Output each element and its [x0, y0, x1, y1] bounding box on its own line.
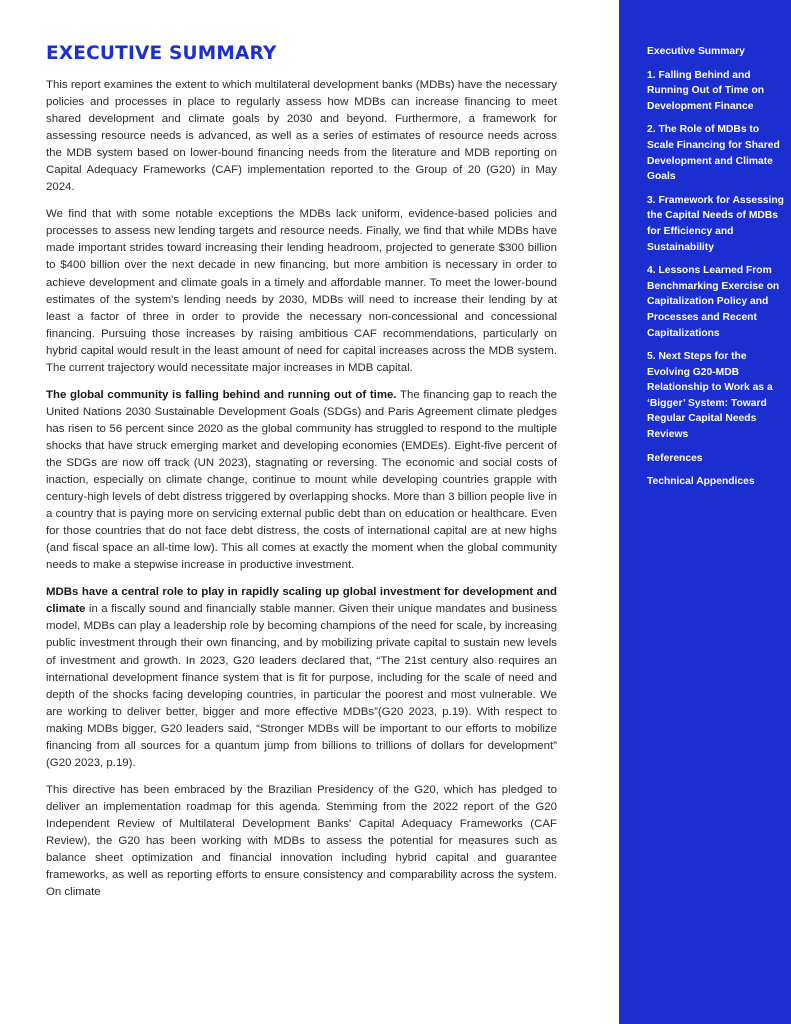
page-title: EXECUTIVE SUMMARY [46, 43, 277, 64]
paragraph-directive [46, 782, 557, 901]
toc-item-references[interactable]: References [647, 452, 703, 464]
paragraph-mdb-role [46, 584, 557, 772]
toc-item-technical-appendices[interactable]: Technical Appendices [647, 476, 755, 488]
toc-item-chapter-4[interactable]: 4. Lessons Learned From Benchmarking Exercise on Capitalization Policy and Processes and Recent Capitalizations [647, 265, 780, 339]
paragraph-text: in a fiscally sound and financially stable manner. Given their unique mandates and business model, MDBs can play a leadership role by becoming champions of the need for scale, by increasing public investment through their own financing, and by mobilizing private capital to sustain new levels of investment and growth. In 2023, G20 leaders declared that, “The 21st century also requires an international development finance system that is fit for purpose, including for the scale of need and depth of the shocks facing developing countries, in particular the poorest and most vulnerable. We are working to deliver better, bigger and more effective MDBs”(G20 2023, p.19). With respect to making MDBs bigger, G20 leaders said, “Stronger MDBs will be important to our efforts to mobilize financing from all sources for a quantum jump from billions to trillions of dollars for development” (G20 2023, p.19). [46, 603, 557, 769]
toc-list [647, 44, 785, 498]
paragraph-text: The financing gap to reach the United Nations 2030 Sustainable Development Goals (SDGs) and Paris Agreement climate pledges has risen to 56 percent since 2020 as the global community has struggled to respond to the multiple shocks that have struck emerging market and developing economies (EMDEs). Eight-five percent of the SDGs are now off track (UN 2023), stagnating or reversing. The economic and social costs of inaction, especially on climate change, continue to mount while developing countries grapple with century-high levels of debt distress triggered by overlapping shocks. More than 3 billion people live in a country that is paying more on servicing external public debt than on education or healthcare. Even for those countries that do not face debt distress, the costs of international capital are at new highs (and fiscal space an all-time low). This all comes at exactly the moment when the global community needs to make a stepwise increase in productive investment. [46, 388, 558, 572]
toc-item-chapter-3[interactable]: 3. Framework for Assessing the Capital Needs of MDBs for Efficiency and Sustainability [647, 194, 784, 253]
toc-item-chapter-1[interactable]: 1. Falling Behind and Running Out of Time on Development Finance [647, 69, 765, 112]
paragraph-intro [46, 77, 557, 196]
main-content [46, 43, 557, 911]
paragraph-falling-behind [46, 387, 557, 575]
sidebar-toc [619, 0, 791, 1024]
paragraph-text: This directive has been embraced by the Brazilian Presidency of the G20, which has pledged to deliver an implementation roadmap for this agenda. Stemming from the 2022 report of the G20 Independent Review of Multilateral Development Banks' Capital Adequacy Frameworks (CAF Review), the G20 has been working with MDBs to assess the potential for measures such as balance sheet optimization and financial innovation including hybrid capital and guarantee frameworks, as well as reporting efforts to ensure consistency and comparability across the system. On climate [46, 783, 557, 899]
paragraph-findings [46, 206, 557, 376]
paragraph-lead: The global community is falling behind and running out of time. [46, 388, 397, 401]
toc-item-executive-summary[interactable]: Executive Summary [647, 46, 745, 57]
paragraph-lead: MDBs have a central role to play in rapidly scaling up global investment for development and climate [46, 586, 557, 616]
toc-item-chapter-2[interactable]: 2. The Role of MDBs to Scale Financing for Shared Development and Climate Goals [647, 124, 780, 183]
paragraph-text: We find that with some notable exceptions the MDBs lack uniform, evidence-based policies and processes to assess new lending targets and resource needs. Finally, we find that while MDBs have made important strides toward increasing their lending headroom, projected to generate $300 billion to $400 billion over the next decade in new financing, but more ambition is necessary in order to achieve development and climate goals in a timely and affordable manner. To meet the lower-bound estimates of the system's lending needs by 2030, MDBs will need to increase their lending by at least a factor of three in order to provide the necessary non-concessional and concessional financing. Pursuing those increases by raising ambitious CAF recommendations, particularly on hybrid capital would result in the least amount of need for capital increases across the MDB system. The current trajectory would necessitate major increases in MDB capital. [46, 208, 557, 374]
toc-item-chapter-5[interactable]: 5. Next Steps for the Evolving G20-MDB Relationship to Work as a ‘Bigger’ System: Toward Regular Capital Needs Reviews [647, 351, 773, 441]
paragraph-text: This report examines the extent to which multilateral development banks (MDBs) have the necessary policies and processes in place to regularly assess how MDBs can increase financing to meet shared development and climate goals by 2030 and beyond. Furthermore, a framework for assessing resource needs is advanced, as well as a series of estimates of resource needs across the MDB system based on lower-bound financing needs from the literature and MDB reporting on Capital Adequacy Frameworks (CAF) implementation reported to the Group of 20 (G20) in May 2024. [46, 79, 557, 194]
